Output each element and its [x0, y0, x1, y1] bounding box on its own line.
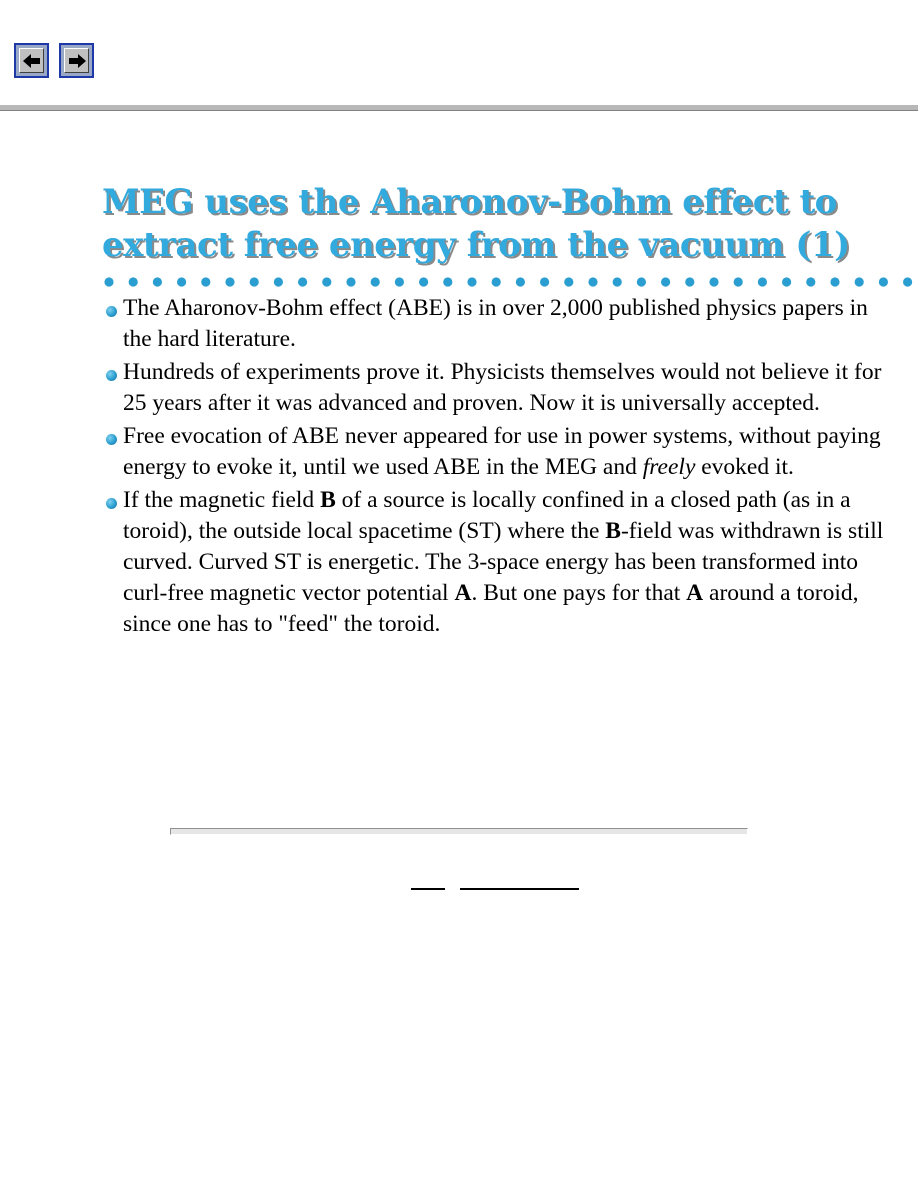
previous-slide-button[interactable]: [14, 43, 49, 78]
bullet-text: Free evocation of ABE never appeared for use in power systems, without paying energy to evoke it, until we used ABE in the MEG and freely evoked it.: [123, 423, 881, 480]
underline-dot: [685, 277, 694, 286]
next-slide-button[interactable]: [59, 43, 94, 78]
underline-dot: [782, 277, 791, 286]
footer-link-short[interactable]: [411, 888, 445, 890]
underline-dot: [540, 277, 549, 286]
arrow-left-icon: [23, 54, 41, 68]
underline-dot: [322, 277, 331, 286]
underline-dot: [371, 277, 380, 286]
bullet-icon: [106, 498, 117, 509]
underline-dot: [516, 277, 525, 286]
italic-freely: freely: [642, 454, 696, 480]
bullet-item: [104, 421, 884, 483]
footer-divider: [170, 828, 748, 835]
bullet-icon: [106, 306, 117, 317]
arrow-right-icon: [68, 54, 86, 68]
underline-dot: [419, 277, 428, 286]
bullet-text: The Aharonov-Bohm effect (ABE) is in over 2,000 published physics papers in the hard literature.: [123, 295, 868, 352]
underline-dot: [201, 277, 210, 286]
underline-dot: [709, 277, 718, 286]
underline-dot: [806, 277, 815, 286]
bullet-text: If the magnetic field B of a source is locally confined in a closed path (as in a toroid), the outside local spacetime (ST) where the B-field was withdrawn is still curved. Curved ST is energetic. The 3-space energy has been transformed into curl-free magnetic vector potential A. But one pays for that A around a toroid, since one has to "feed" the toroid.: [123, 487, 884, 637]
bullet-text: Hundreds of experiments prove it. Physicists themselves would not believe it for 25 years after it was advanced and proven. Now it is universally accepted.: [123, 359, 882, 416]
underline-dot: [830, 277, 839, 286]
underline-dot: [492, 277, 501, 286]
underline-dot: [443, 277, 452, 286]
bullet-list: [104, 293, 884, 642]
underline-dot: [274, 277, 283, 286]
underline-dot: [298, 277, 307, 286]
header-divider: [0, 105, 918, 111]
bullet-item: [104, 485, 884, 640]
underline-dot: [129, 277, 138, 286]
underline-dot: [903, 277, 912, 286]
underline-dot: [346, 277, 355, 286]
underline-dot: [637, 277, 646, 286]
underline-dot: [177, 277, 186, 286]
underline-dot: [395, 277, 404, 286]
underline-dot: [734, 277, 743, 286]
underline-dot: [225, 277, 234, 286]
underline-dot: [588, 277, 597, 286]
underline-dot: [467, 277, 476, 286]
bullet-icon: [106, 370, 117, 381]
dotted-title-underline: [104, 275, 918, 289]
slide-title: MEG uses the Aharonov-Bohm effect to extract free energy from the vacuum (1): [102, 182, 850, 265]
bullet-item: [104, 293, 884, 355]
underline-dot: [758, 277, 767, 286]
bullet-item: [104, 357, 884, 419]
underline-dot: [250, 277, 259, 286]
bullet-icon: [106, 434, 117, 445]
underline-dot: [613, 277, 622, 286]
underline-dot: [661, 277, 670, 286]
underline-dot: [855, 277, 864, 286]
underline-dot: [564, 277, 573, 286]
underline-dot: [104, 277, 113, 286]
underline-dot: [879, 277, 888, 286]
footer-link-long[interactable]: [460, 888, 579, 890]
underline-dot: [153, 277, 162, 286]
